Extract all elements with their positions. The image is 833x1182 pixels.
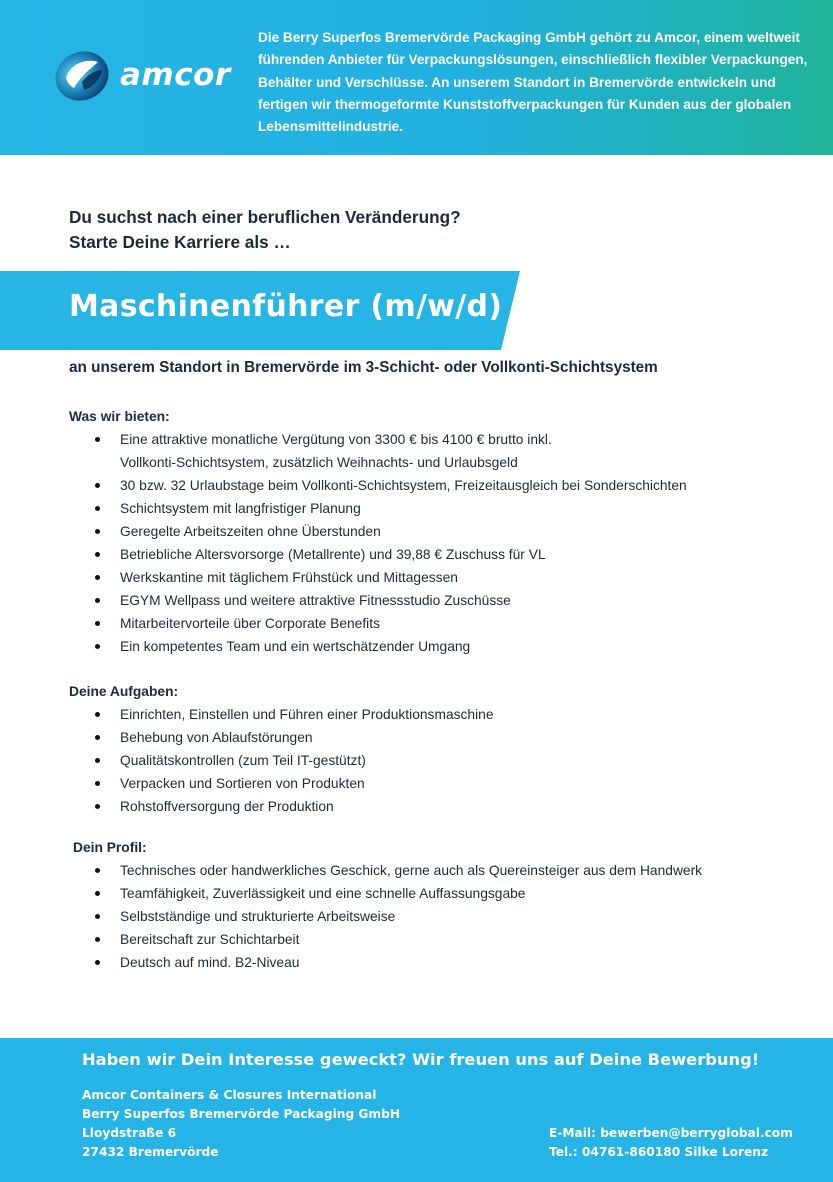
address-line: 27432 Bremervörde [82,1145,219,1159]
address-line: Amcor Containers & Closures International [82,1088,377,1102]
lead-text [69,205,769,255]
address-line: Berry Superfos Bremervörde Packaging GmbH [82,1107,401,1121]
list-item: Teamfähigkeit, Zuverlässigkeit und eine schnelle Auffassungsgabe [69,882,809,905]
list-item: Verpacken und Sortieren von Produkten [69,772,809,795]
profile-list [69,859,809,974]
section-tasks [69,681,809,818]
section-profile [69,837,809,974]
job-location: an unserem Standort in Bremervörde im 3-Schicht- oder Vollkonti-Schichtsystem [69,359,658,376]
list-item: Selbstständige und strukturierte Arbeitsweise [69,905,809,928]
header-band [0,0,833,155]
company-intro: Die Berry Superfos Bremervörde Packaging GmbH gehört zu Amcor, einem weltweit führenden Anbieter für Verpackungslösungen, einschließlich flexibler Verpackungen, Behälter und Verschlüsse. An unserem Standort in Bremervörde entwickeln und fertigen wir thermogeformte Kunststoffverpackungen für Kunden aus der globalen Lebensmittelindustrie. [258,30,808,135]
list-item: Ein kompetentes Team und ein wertschätzender Umgang [69,635,809,658]
lead-line-1: Du suchst nach einer beruflichen Veränderung? [69,207,461,227]
job-title: Maschinenführer (m/w/d) [69,289,503,324]
list-item: Einrichten, Einstellen und Führen einer Produktionsmaschine [69,703,809,726]
list-item: Technisches oder handwerkliches Geschick, gerne auch als Quereinsteiger aus dem Handwerk [69,859,809,882]
footer-contact [549,1124,793,1162]
list-item: Betriebliche Altersvorsorge (Metallrente) und 39,88 € Zuschuss für VL [69,543,809,566]
list-item: Schichtsystem mit langfristiger Planung [69,497,809,520]
list-item: Mitarbeitervorteile über Corporate Benefits [69,612,809,635]
list-item: EGYM Wellpass und weitere attraktive Fitnessstudio Zuschüsse [69,589,809,612]
offer-list [69,428,809,658]
list-item: Bereitschaft zur Schichtarbeit [69,928,809,951]
list-item: Deutsch auf mind. B2-Niveau [69,951,809,974]
tasks-list [69,703,809,818]
list-item: Behebung von Ablaufstörungen [69,726,809,749]
footer-call-to-action: Haben wir Dein Interesse geweckt? Wir freuen uns auf Deine Bewerbung! [82,1050,760,1069]
lead-line-2: Starte Deine Karriere als … [69,232,291,252]
amcor-logo-icon [52,46,112,104]
section-offer [69,406,809,658]
list-item: Geregelte Arbeitszeiten ohne Überstunden [69,520,809,543]
footer-band [0,1038,833,1182]
profile-heading: Dein Profil: [73,840,147,855]
list-item: Werkskantine mit täglichem Frühstück und Mittagessen [69,566,809,589]
list-item: Rohstoffversorgung der Produktion [69,795,809,818]
list-item: 30 bzw. 32 Urlaubstage beim Vollkonti-Schichtsystem, Freizeitausgleich bei Sonderschichten [69,474,809,497]
amcor-wordmark: amcor [120,57,231,93]
list-item: Eine attraktive monatliche Vergütung von 3300 € bis 4100 € brutto inkl. Vollkonti-Schichtsystem, zusätzlich Weihnachts- und Urlaubsgeld [69,428,809,474]
offer-heading: Was wir bieten: [69,409,170,424]
contact-phone: Tel.: 04761-860180 Silke Lorenz [549,1145,769,1159]
amcor-logo [52,45,231,105]
job-title-banner [0,271,520,350]
tasks-heading: Deine Aufgaben: [69,684,179,699]
contact-email-link[interactable]: E-Mail: bewerben@berryglobal.com [549,1126,793,1140]
footer-address [82,1086,400,1162]
address-line: Lloydstraße 6 [82,1126,177,1140]
list-item: Qualitätskontrollen (zum Teil IT-gestützt) [69,749,809,772]
